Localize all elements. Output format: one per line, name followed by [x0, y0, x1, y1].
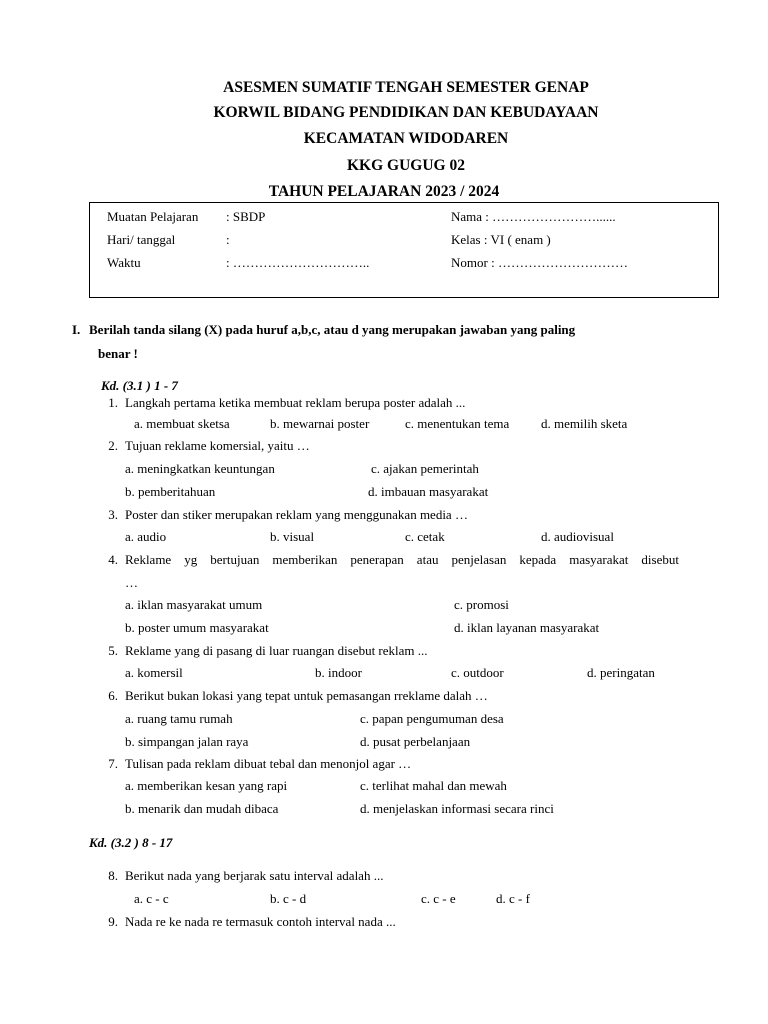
question-text: Reklame yg bertujuan memberikan penerapan atau penjelasan kepada masyarakat disebut: [125, 552, 679, 567]
option-d: d. audiovisual: [541, 529, 614, 544]
subject-value: : SBDP: [226, 209, 266, 224]
option-a: a. c - c: [134, 891, 169, 906]
question-number: 8.: [108, 868, 118, 883]
option-d: d. menjelaskan informasi secara rinci: [360, 801, 554, 816]
question-number: 9.: [108, 914, 118, 929]
option-a: a. iklan masyarakat umum: [125, 597, 263, 612]
kd-heading-1: Kd. (3.1 ) 1 - 7: [101, 378, 178, 393]
option-a: a. memberikan kesan yang rapi: [125, 778, 288, 793]
question-text: Tulisan pada reklam dibuat tebal dan menonjol agar …: [125, 756, 412, 771]
option-c: c. terlihat mahal dan mewah: [360, 778, 507, 793]
question-number: 3.: [108, 507, 118, 522]
time-label: Waktu: [107, 255, 141, 270]
question-text: Langkah pertama ketika membuat reklam berupa poster adalah ...: [125, 395, 466, 410]
option-d: d. memilih sketa: [541, 416, 628, 431]
question-number: 4.: [108, 552, 118, 567]
title-line-5: TAHUN PELAJARAN 2023 / 2024: [268, 183, 500, 200]
name-field: Nama : ……………………......: [451, 209, 616, 224]
option-c: c. cetak: [405, 529, 445, 544]
option-b: b. mewarnai poster: [270, 416, 370, 431]
time-value: : …………………………..: [226, 255, 370, 270]
question-number: 2.: [108, 438, 118, 453]
subject-label: Muatan Pelajaran: [107, 209, 199, 224]
date-value: :: [226, 232, 230, 247]
question-text: Nada re ke nada re termasuk contoh interval nada ...: [125, 914, 396, 929]
option-d: d. iklan layanan masyarakat: [454, 620, 600, 635]
option-d: d. c - f: [496, 891, 530, 906]
section-number: I.: [72, 322, 81, 337]
option-c: c. promosi: [454, 597, 509, 612]
instruction-line-1: Berilah tanda silang (X) pada huruf a,b,c, atau d yang merupakan jawaban yang paling: [89, 322, 576, 337]
title-line-1: ASESMEN SUMATIF TENGAH SEMESTER GENAP: [223, 79, 589, 96]
option-a: a. membuat sketsa: [134, 416, 230, 431]
option-d: d. imbauan masyarakat: [368, 484, 489, 499]
option-a: a. komersil: [125, 665, 183, 680]
option-a: a. meningkatkan keuntungan: [125, 461, 275, 476]
option-c: c. ajakan pemerintah: [371, 461, 479, 476]
option-d: d. peringatan: [587, 665, 655, 680]
option-c: c. papan pengumuman desa: [360, 711, 504, 726]
option-a: a. audio: [125, 529, 167, 544]
option-b: b. poster umum masyarakat: [125, 620, 269, 635]
instruction-line-2: benar !: [98, 346, 138, 361]
title-line-4: KKG GUGUG 02: [347, 157, 465, 174]
option-c: c. outdoor: [451, 665, 504, 680]
question-text: Reklame yang di pasang di luar ruangan disebut reklam ...: [125, 643, 428, 658]
title-line-3: KECAMATAN WIDODAREN: [303, 130, 509, 147]
class-field: Kelas : VI ( enam ): [451, 232, 551, 247]
option-b: b. simpangan jalan raya: [125, 734, 249, 749]
option-b: b. visual: [270, 529, 315, 544]
question-number: 5.: [108, 643, 118, 658]
option-d: d. pusat perbelanjaan: [360, 734, 471, 749]
option-b: b. indoor: [315, 665, 362, 680]
option-b: b. c - d: [270, 891, 307, 906]
title-line-2: KORWIL BIDANG PENDIDIKAN DAN KEBUDAYAAN: [213, 104, 599, 121]
question-text: Berikut bukan lokasi yang tepat untuk pemasangan rreklame dalah …: [125, 688, 488, 703]
option-c: c. menentukan tema: [405, 416, 510, 431]
kd-heading-2: Kd. (3.2 ) 8 - 17: [89, 835, 173, 850]
question-text: Berikut nada yang berjarak satu interval adalah ...: [125, 868, 384, 883]
question-number: 6.: [108, 688, 118, 703]
option-b: b. menarik dan mudah dibaca: [125, 801, 279, 816]
question-text-continued: …: [125, 575, 138, 590]
option-c: c. c - e: [421, 891, 456, 906]
question-number: 7.: [108, 756, 118, 771]
question-text: Poster dan stiker merupakan reklam yang menggunakan media …: [125, 507, 468, 522]
question-number: 1.: [108, 395, 118, 410]
number-field: Nomor : …………………………: [451, 255, 628, 270]
date-label: Hari/ tanggal: [107, 232, 176, 247]
option-a: a. ruang tamu rumah: [125, 711, 233, 726]
question-text: Tujuan reklame komersial, yaitu …: [125, 438, 310, 453]
option-b: b. pemberitahuan: [125, 484, 216, 499]
